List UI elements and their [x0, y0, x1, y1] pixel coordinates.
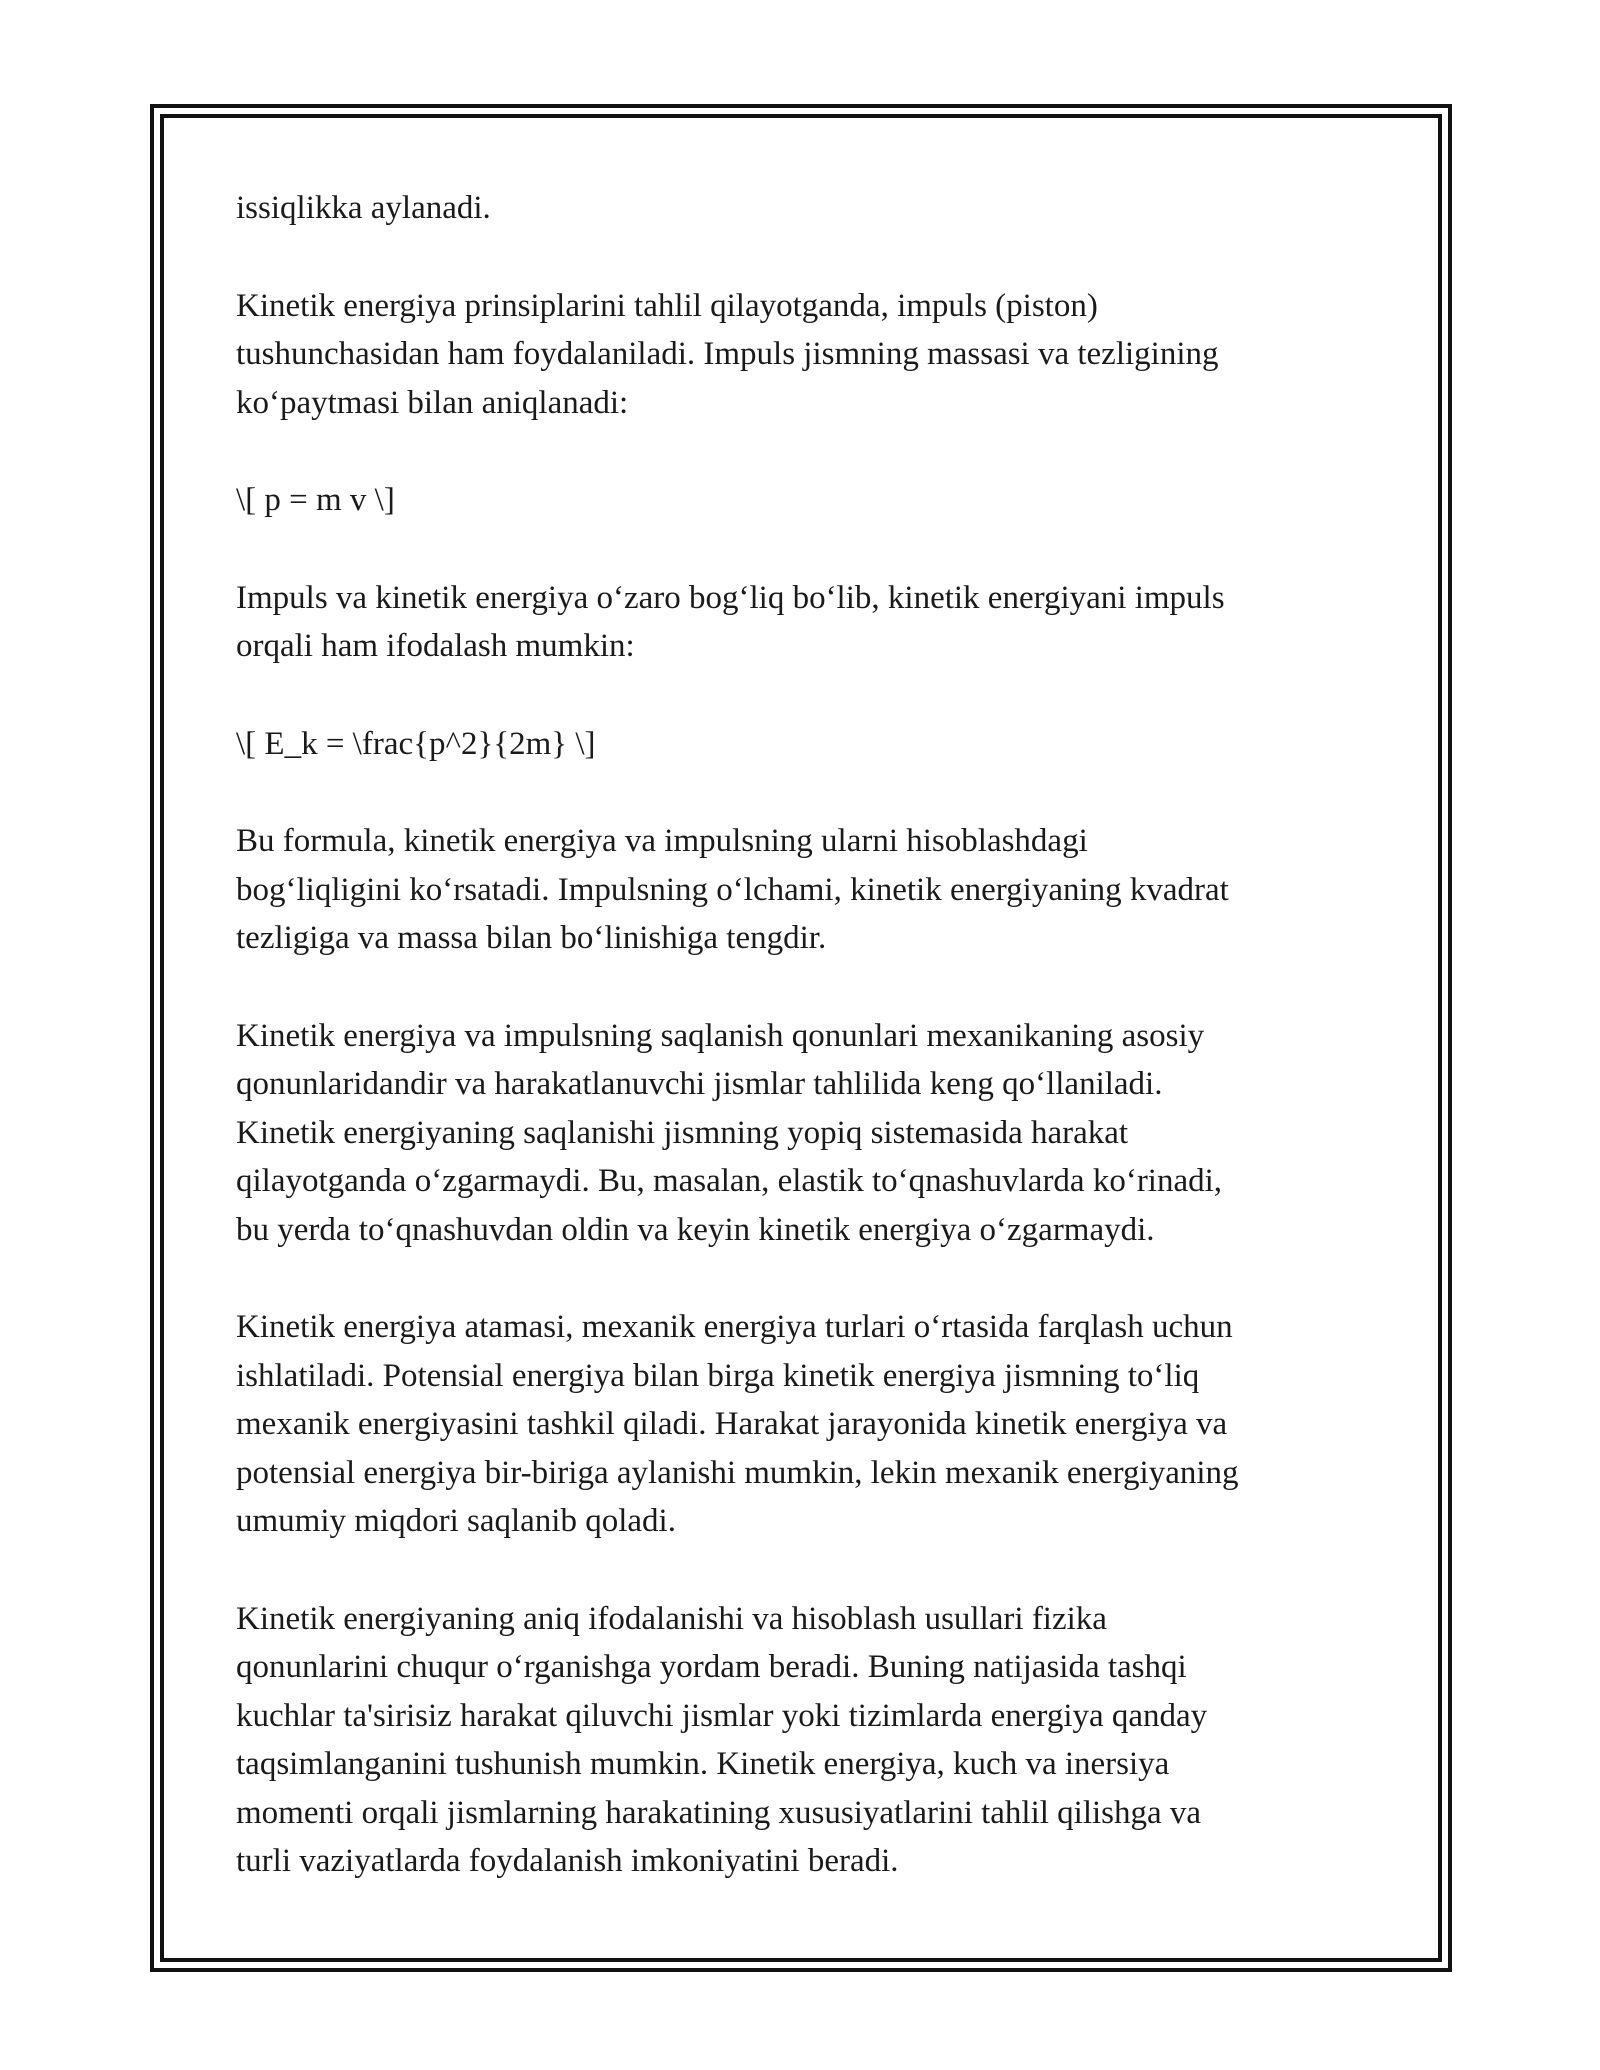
- page-content: [236, 184, 1366, 1886]
- paragraph-formula-explanation: Bu formula, kinetik energiya va impulsning ularni hisoblashdagi bog‘liqligini ko‘rsatadi. Impulsning o‘lchami, kinetik energiyaning kvadrat tezligiga va massa bilan bo‘linishiga tengdir.: [236, 823, 1229, 956]
- paragraph-continuation: issiqlikka aylanadi.: [236, 190, 491, 226]
- formula-kinetic-energy: \[ E_k = \frac{p^2}{2m} \]: [236, 725, 596, 762]
- formula-momentum: \[ p = m v \]: [236, 482, 395, 518]
- paragraph-conclusion: Kinetik energiyaning aniq ifodalanishi va hisoblash usullari fizika qonunlarini chuqur o‘rganishga yordam beradi. Buning natijasida tashqi kuchlar ta'sirisiz harakat qiluvchi jismlar yoki tizimlarda energiya qanday taqsimlanganini tushunish mumkin. Kinetik energiya, kuch va inersiya momenti orqali jismlarning harakatining xususiyatlarini tahlil qilishga va turli vaziyatlarda foydalanish imkoniyatini beradi.: [236, 1600, 1208, 1879]
- paragraph-impulse-intro: Kinetik energiya prinsiplarini tahlil qilayotganda, impuls (piston) tushunchasidan ham foydalaniladi. Impuls jismning massasi va tezligining ko‘paytmasi bilan aniqlanadi:: [236, 287, 1219, 421]
- paragraph-conservation-laws: Kinetik energiya va impulsning saqlanish qonunlari mexanikaning asosiy qonunlaridandir va harakatlanuvchi jismlar tahlilida keng qo‘llaniladi. Kinetik energiyaning saqlanishi jismning yopiq sistemasida harakat qilayotganda o‘zgarmaydi. Bu, masalan, elastik to‘qnashuvlarda ko‘rinadi, bu yerda to‘qnashuvdan oldin va keyin kinetik energiya o‘zgarmaydi.: [236, 1017, 1223, 1248]
- paragraph-impulse-relation: Impuls va kinetik energiya o‘zaro bog‘liq bo‘lib, kinetik energiyani impuls orqali ham ifodalash mumkin:: [236, 579, 1225, 664]
- paragraph-mechanical-energy: Kinetik energiya atamasi, mexanik energiya turlari o‘rtasida farqlash uchun ishlatiladi. Potensial energiya bilan birga kinetik energiya jismning to‘liq mexanik energiyasini tashkil qiladi. Harakat jarayonida kinetik energiya va potensial energiya bir-biriga aylanishi mumkin, lekin mexanik energiyaning umumiy miqdori saqlanib qoladi.: [236, 1309, 1239, 1539]
